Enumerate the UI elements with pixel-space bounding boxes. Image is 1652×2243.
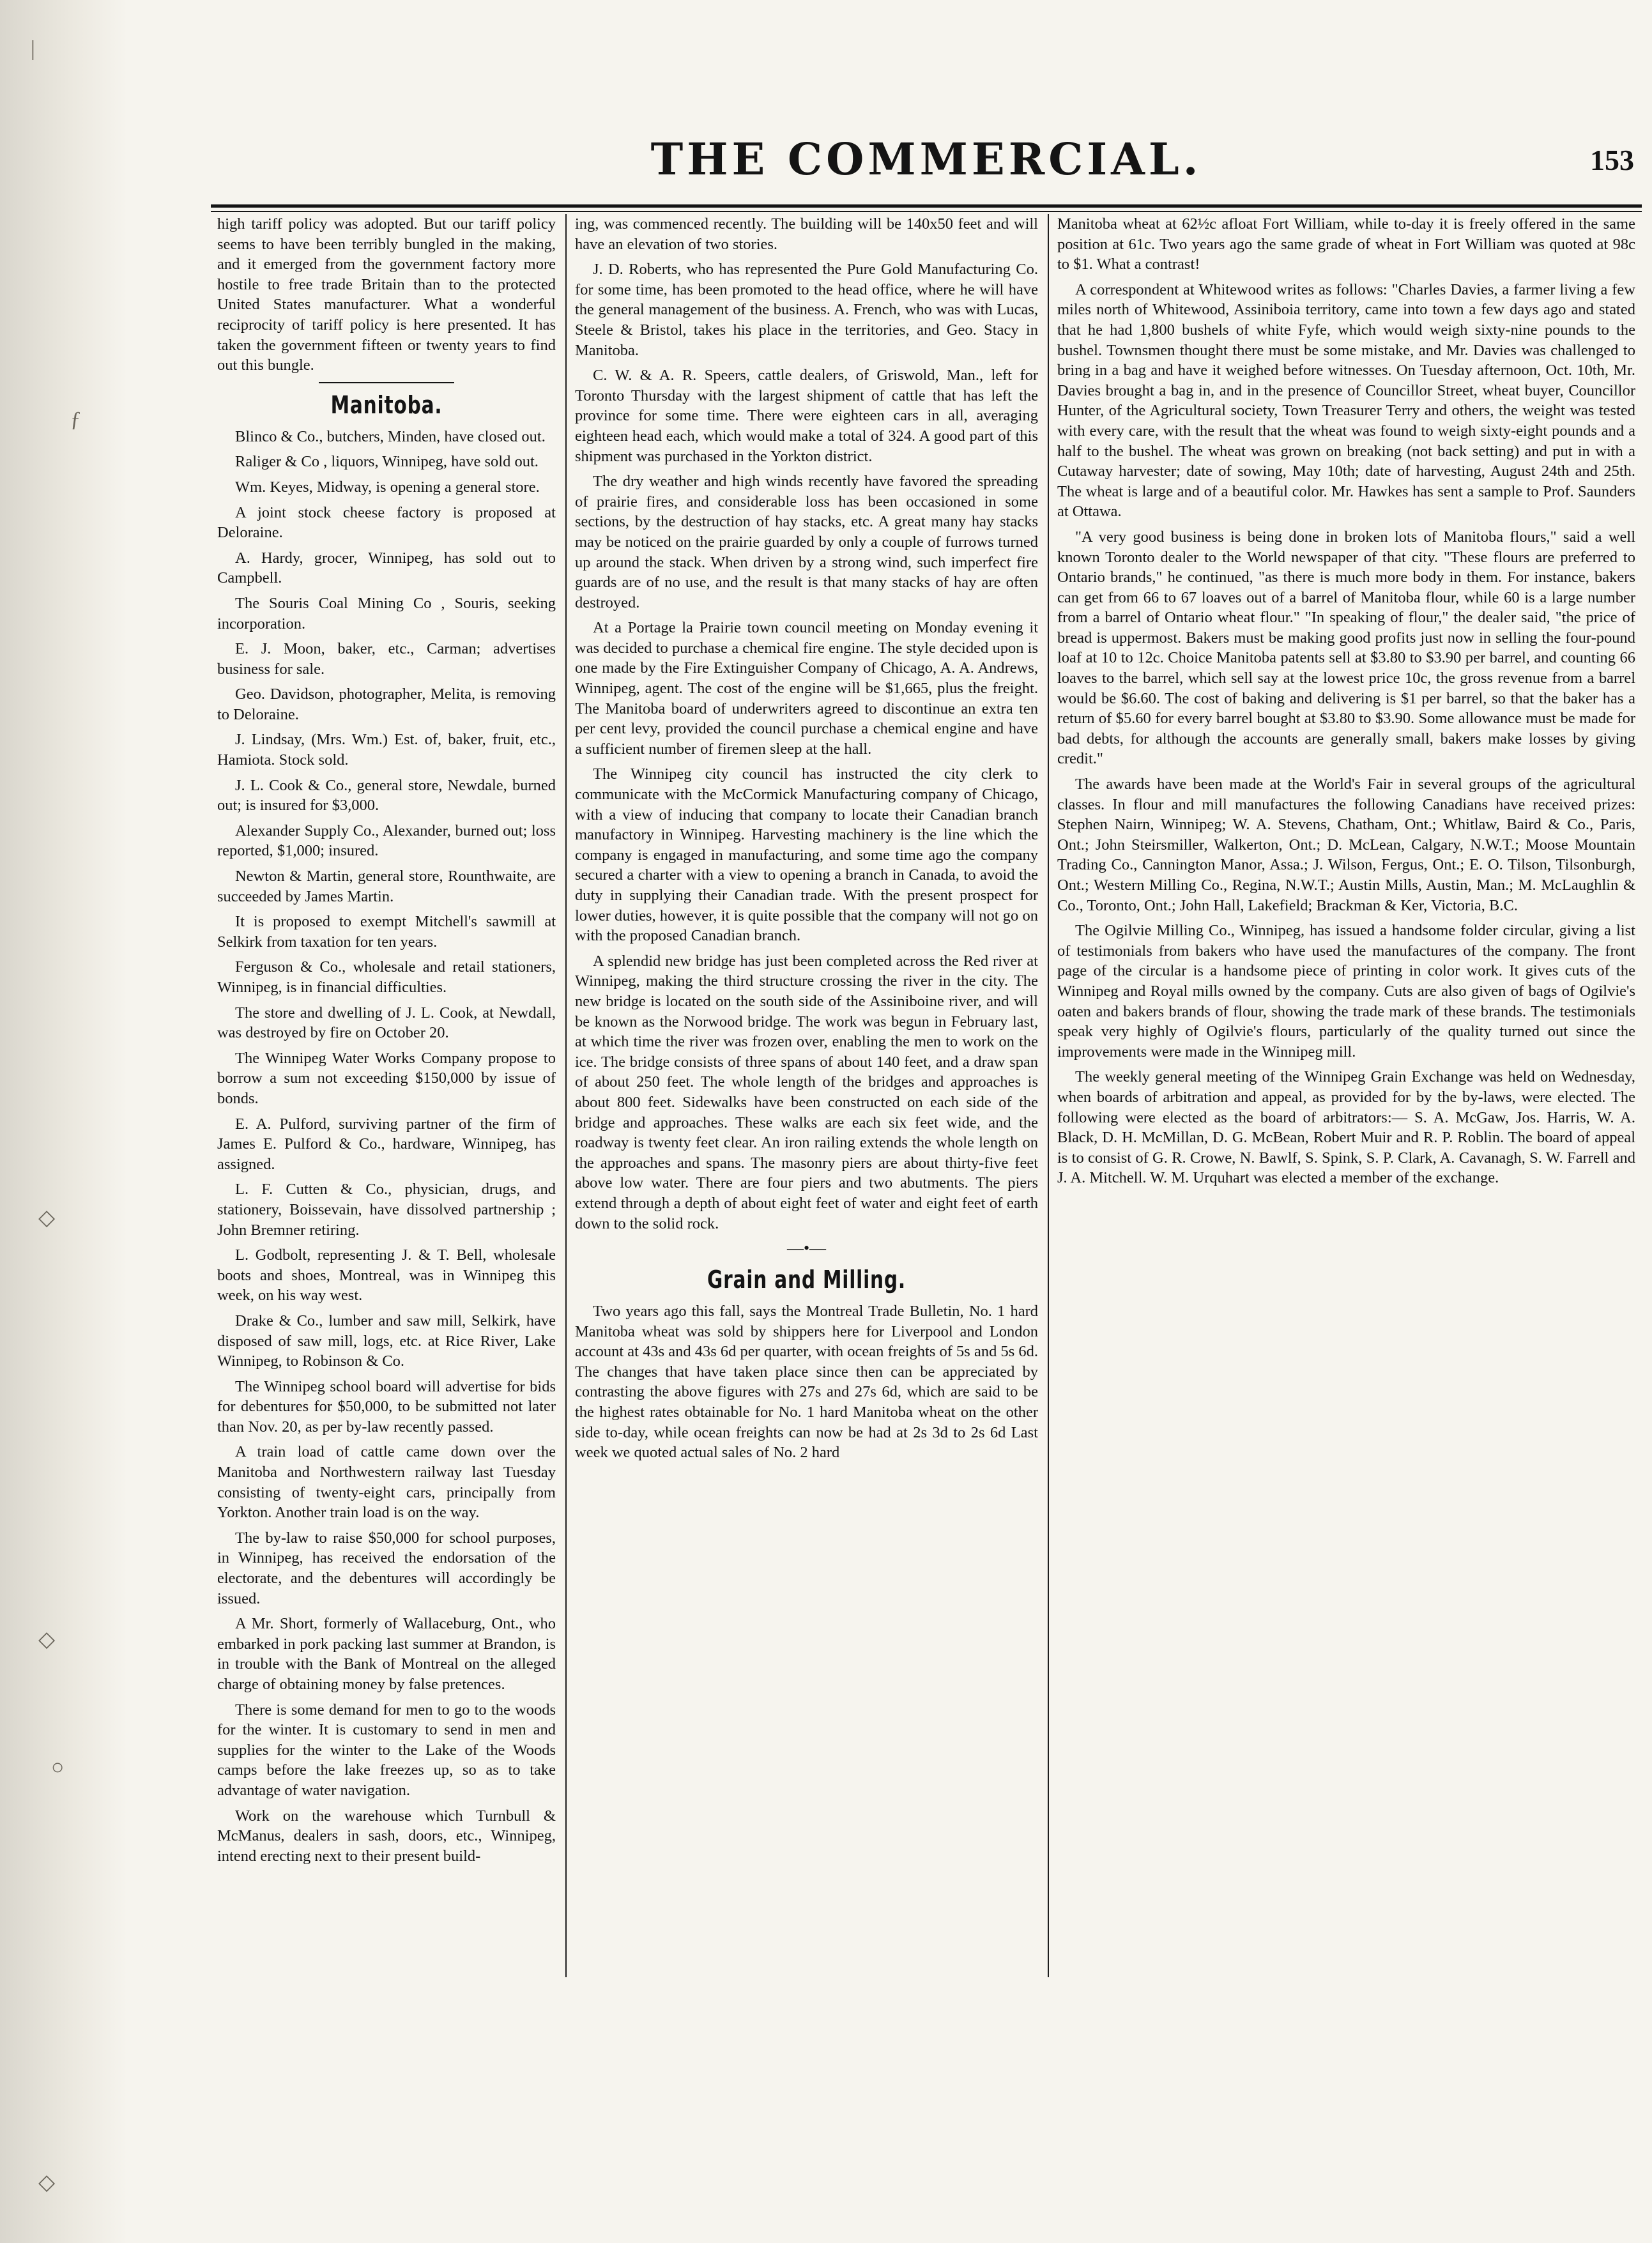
paragraph: high tariff policy was adopted. But our tariff policy seems to have been terribly bungled in the making, and it emerged from the government factory more hostile to free trade Britain than to the protected United States manufacturer. What a wonderful reciprocity of tariff policy is here presented. It has taken the government fifteen or twenty years to find out this bungle.: [217, 215, 556, 374]
header-rule-thin: [211, 211, 1642, 212]
paragraph: A splendid new bridge has just been completed across the Red river at Winnipeg, making the third structure crossing the river in the city. The new bridge is located on the south side of the Assiniboine river, and will be known as the Norwood bridge. The work was begun in February last, at which time the river was frozen over, enabling the men to work on the ice. The bridge consists of three spans of about 140 feet, and a draw span of about 250 feet. The whole length of the bridges and approaches is about 800 feet. Sidewalks have been constructed on each side of the bridge and approaches. These walks are each six feet wide, and the roadway is twenty feet clear. An iron railing extends the whole length on the approaches and spans. The masonry piers are about thirty-five feet above low water. There are four piers and two abutments. The piers extend through a depth of about eight feet of water and eight feet of earth down to the solid rock.: [575, 952, 1038, 1232]
paragraph: "A very good business is being done in broken lots of Manitoba flours," said a well known Toronto dealer to the World newspaper of that city. "These flours are preferred to Ontario brands," he continued, "as there is much more body in them. For instance, bakers can get from 66 to 67 loaves out of a barrel of Manitoba flour, while 60 is a large number from a barrel of Ontario wheat flour." "In speaking of flour," the dealer said, "the price of bread is uppermost. Bakers must be making good profits just now in selling the four-pound loaf at 10 to 12c. Choice Manitoba patents sell at $3.80 to $3.90 per barrel, and counting 66 loaves to the barrel, which sell say at the lowest price 10c, the gross revenue from a barrel would be $6.60. The cost of baking and delivering is $1 per barrel, so that the baker has a return of $5.60 for every barrel bought at $3.80 to $3.90. Some allowance must be made for bad debts, for although the accounts are generally small, bakers make losses by giving credit.": [1057, 528, 1635, 768]
paragraph: Blinco & Co., butchers, Minden, have closed out.: [235, 427, 546, 445]
paragraph: The Winnipeg city council has instructed the city clerk to communicate with the McCormick Manufacturing company of Chicago, with a view of inducing that company to locate their Canadian branch manufactory in Winnipeg. Harvesting machinery is the line which the company is engaged in manufacturing, and some time ago the company secured a charter with a view to opening a branch in Canada, to avoid the duty in supplying their Canadian trade. With the present prospect for lower duties, however, it is quite possible that the company will not go on with the proposed Canadian branch.: [575, 765, 1038, 945]
column-1: [217, 214, 556, 2220]
column-3: [1057, 214, 1635, 2220]
paragraph: Newton & Martin, general store, Rounthwaite, are succeeded by James Martin.: [217, 868, 556, 905]
paragraph: Raliger & Co , liquors, Winnipeg, have sold out.: [235, 453, 539, 471]
paragraph: A Mr. Short, formerly of Wallaceburg, Ont., who embarked in pork packing last summer at Brandon, is in trouble with the Bank of Montreal on the alleged charge of obtaining money by false pretences.: [217, 1615, 556, 1693]
paragraph: J. L. Cook & Co., general store, Newdale, burned out; is insured for $3,000.: [217, 776, 556, 815]
paragraph: J. Lindsay, (Mrs. Wm.) Est. of, baker, fruit, etc., Hamiota. Stock sold.: [217, 731, 556, 769]
binding-mark: ◇: [38, 2171, 56, 2194]
paragraph: Drake & Co., lumber and saw mill, Selkirk, have disposed of saw mill, logs, etc. at Rice River, Lake Winnipeg, to Robinson & Co.: [217, 1312, 556, 1370]
column-divider: [565, 214, 567, 1977]
binding-mark: ƒ: [70, 408, 81, 431]
paragraph: Alexander Supply Co., Alexander, burned out; loss reported, $1,000; insured.: [217, 822, 556, 860]
paragraph: A train load of cattle came down over the Manitoba and Northwestern railway last Tuesday consisting of twenty-eight cars, principally from Yorkton. Another train load is on the way.: [217, 1443, 556, 1522]
paragraph: There is some demand for men to go to the woods for the winter. It is customary to send in men and supplies for the winter to the Lake of the Woods camps before the lake freezes up, so as to take advantage of water navigation.: [217, 1701, 556, 1799]
paragraph: The awards have been made at the World's Fair in several groups of the agricultural classes. In flour and mill manufactures the following Canadians have received prizes: Stephen Nairn, Winnipeg; W. A. Stevens, Chatham, Ont.; Whitlaw, Baird & Co., Paris, Ont.; John Steirsmiller, Walkerton, Ont.; D. McLean, Calgary, N.W.T.; Moose Mountain Trading Co., Cannington Manor, Assa.; J. Wilson, Fergus, Ont.; E. O. Tilson, Tilsonburgh, Ont.; Western Milling Co., Regina, N.W.T.; Austin Mills, Austin, Man.; M. McLaughlin & Co., Toronto, Ont.; John Hall, Lakefield; Brackman & Ker, Victoria, B.C.: [1057, 776, 1635, 914]
paragraph: The store and dwelling of J. L. Cook, at Newdall, was destroyed by fire on October 20.: [217, 1004, 556, 1042]
masthead-title: THE COMMERCIAL.: [650, 134, 1202, 185]
section-heading-manitoba: Manitoba.: [330, 390, 443, 419]
paragraph: The weekly general meeting of the Winnipeg Grain Exchange was held on Wednesday, when boards of arbitration and appeal, as provided for by the by-laws, were elected. The following were elected as the board of arbitrators:— S. A. McGaw, Jos. Harris, W. A. Black, D. H. McMillan, D. G. McBean, Robert Muir and R. P. Roblin. The board of appeal is to consist of G. R. Crowe, N. Bawlf, S. Spink, S. P. Clark, A. Cavanagh, S. W. Farrell and J. A. Mitchell. W. M. Urquhart was elected a member of the exchange.: [1057, 1068, 1635, 1187]
paragraph: The by-law to raise $50,000 for school purposes, in Winnipeg, has received the endorsation of the electorate, and the debentures will accordingly be issued.: [217, 1529, 556, 1607]
column-2: [575, 214, 1038, 2220]
paragraph: Work on the warehouse which Turnbull & McManus, dealers in sash, doors, etc., Winnipeg, intend erecting next to their present build-: [217, 1807, 556, 1865]
paragraph: E. A. Pulford, surviving partner of the firm of James E. Pulford & Co., hardware, Winnipeg, has assigned.: [217, 1115, 556, 1173]
page-header: [211, 134, 1642, 192]
paragraph: At a Portage la Prairie town council meeting on Monday evening it was decided to purchase a chemical fire engine. The style decided upon is one made by the Fire Extinguisher Company of Chicago, A. A. Andrews, Winnipeg, agent. The cost of the engine will be $1,665, plus the freight. The Manitoba board of underwriters agreed to discontinue an extra ten per cent levy, provided the council purchase a chemical engine and have a sufficient number of firemen sleep at the hall.: [575, 619, 1038, 758]
paragraph: A joint stock cheese factory is proposed at Deloraine.: [217, 503, 556, 542]
paragraph: C. W. & A. R. Speers, cattle dealers, of Griswold, Man., left for Toronto Thursday with the largest shipment of cattle that has left the province for some time. There were eighteen cars in all, averaging eighteen head each, which would make a total of 324. A good part of this shipment was purchased in the Yorkton district.: [575, 367, 1038, 465]
binding-mark: |: [31, 37, 35, 61]
paragraph: L. F. Cutten & Co., physician, drugs, and stationery, Boissevain, have dissolved partnership ; John Bremner retiring.: [217, 1181, 556, 1239]
binding-mark: ◇: [38, 1206, 56, 1230]
paragraph: Manitoba wheat at 62½c afloat Fort William, while to-day it is freely offered in the same position at 61c. Two years ago the same grade of wheat in Fort William was quoted at 98c to $1. What a contrast!: [1057, 215, 1635, 273]
paragraph: Two years ago this fall, says the Montreal Trade Bulletin, No. 1 hard Manitoba wheat was sold by shippers here for Liverpool and London account at 43s and 43s 6d per quarter, with ocean freights of 5s and 5s 6d. The changes that have taken place since then can be appreciated by contrasting the above figures with 27s and 27s 6d, which are said to be the highest rates obtainable for No. 1 hard Manitoba wheat on the other side to-day, while ocean freights can now be had at 2s 3d to 2s 6d Last week we quoted actual sales of No. 2 hard: [575, 1303, 1038, 1462]
paragraph: The dry weather and high winds recently have favored the spreading of prairie fires, and considerable loss has been occasioned in some sections, by the destruction of hay stacks, etc. A great many hay stacks may be noticed on the prairie guarded by only a couple of furrows turned up around the stack. When driven by a strong wind, such imperfect fire guards are of no use, and the result is that many stacks of hay are often destroyed.: [575, 473, 1038, 611]
paragraph: Ferguson & Co., wholesale and retail stationers, Winnipeg, is in financial difficulties.: [217, 958, 556, 996]
paragraph: Wm. Keyes, Midway, is opening a general store.: [235, 478, 540, 496]
paragraph: The Souris Coal Mining Co , Souris, seeking incorporation.: [217, 594, 556, 632]
column-divider: [1048, 214, 1049, 1977]
page-number: 153: [1590, 144, 1634, 176]
binding-mark: ◇: [38, 1628, 56, 1651]
header-rule: [211, 204, 1642, 208]
paragraph: L. Godbolt, representing J. & T. Bell, wholesale boots and shoes, Montreal, was in Winnipeg this week, on his way west.: [217, 1246, 556, 1305]
page-binding-edge: [0, 0, 128, 2243]
paragraph: E. J. Moon, baker, etc., Carman; advertises business for sale.: [217, 640, 556, 678]
section-rule: [319, 382, 454, 383]
paragraph: The Winnipeg Water Works Company propose to borrow a sum not exceeding $150,000 by issue of bonds.: [217, 1049, 556, 1107]
binding-mark: ○: [51, 1756, 65, 1779]
section-heading-grain-and-milling: Grain and Milling.: [707, 1266, 906, 1294]
paragraph: The Winnipeg school board will advertise for bids for debentures for $50,000, to be submitted not later than Nov. 20, as per by-law recently passed.: [217, 1377, 556, 1435]
paragraph: ing, was commenced recently. The building will be 140x50 feet and will have an elevation of two stories.: [575, 215, 1038, 253]
paragraph: Geo. Davidson, photographer, Melita, is removing to Deloraine.: [217, 685, 556, 723]
section-ornament: —•—: [786, 1239, 827, 1258]
paragraph: It is proposed to exempt Mitchell's sawmill at Selkirk from taxation for ten years.: [217, 913, 556, 951]
paragraph: The Ogilvie Milling Co., Winnipeg, has issued a handsome folder circular, giving a list of testimonials from bakers who have used the manufactures of the company. The front page of the circular is a handsome piece of printing in color work. It gives cuts of the Winnipeg and Royal mills owned by the company. Cuts are also given of bags of Ogilvie's oaten and bakers brands of flour, showing the trade mark of these brands. The testimonials speak very highly of Ogilvie's flours, particularly of the quality turned out since the improvements were made in the Winnipeg mill.: [1057, 922, 1635, 1060]
paragraph: A. Hardy, grocer, Winnipeg, has sold out to Campbell.: [217, 549, 556, 587]
paragraph: A correspondent at Whitewood writes as follows: "Charles Davies, a farmer living a few miles north of Whitewood, Assiniboia territory, came into town a few days ago and stated that he had 1,800 bushels of white Fyfe, which would weigh sixty-nine pounds to the bushel. Townsmen thought there must be some mistake, and Mr. Davies was challenged to bring in a bag and have it weighed before witnesses. On Tuesday afternoon, Oct. 10th, Mr. Davies brought a bag in, and in the presence of Councillor Street, wheat buyer, Councillor Hunter, of the Agricultural society, Town Treasurer Terry and others, the weight was tested with every care, with the result that the wheat was found to weigh sixty-eight pounds and a half to the bushel. The wheat was grown on breaking (not back setting) and put in with a Cutaway harvester; date of sowing, May 10th; date of harvesting, August 24th and 25th. The wheat is large and of a beautiful color. Mr. Hawkes has sent a sample to Prof. Saunders at Ottawa.: [1057, 280, 1635, 521]
paragraph: J. D. Roberts, who has represented the Pure Gold Manufacturing Co. for some time, has been promoted to the head office, where he will have the general management of the business. A. French, who was with Lucas, Steele & Bristol, takes his place in the territories, and Geo. Stacy in Manitoba.: [575, 261, 1038, 359]
